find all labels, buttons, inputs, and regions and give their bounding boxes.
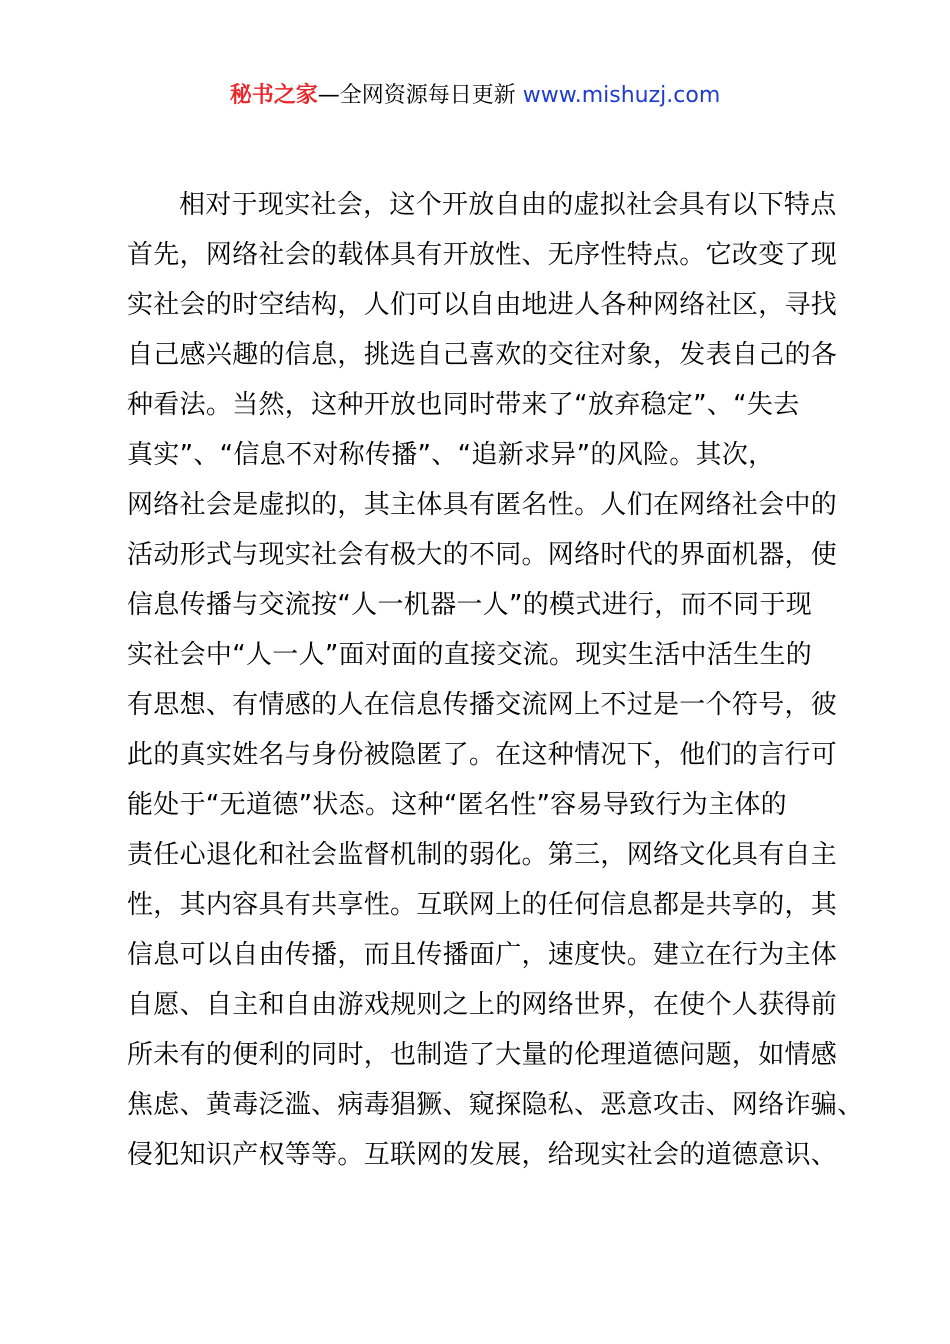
header-tagline: —全网资源每日更新: [317, 83, 516, 108]
paragraph-line: 相对于现实社会，这个开放自由的虚拟社会具有以下特点: [179, 190, 837, 220]
paragraph-line: 能处于“无道德”状态。这种“匿名性”容易导致行为主体的: [127, 790, 787, 820]
paragraph-line: 自己感兴趣的信息，挑选自己喜欢的交往对象，发表自己的各: [127, 340, 838, 370]
paragraph-line: 真实”、“信息不对称传播”、“追新求异”的风险。其次，: [127, 440, 775, 470]
paragraph-line: 性，其内容具有共享性。互联网上的任何信息都是共享的，其: [127, 890, 838, 920]
paragraph-line: 首先，网络社会的载体具有开放性、无序性特点。它改变了现: [127, 240, 838, 270]
site-header: [0, 80, 950, 112]
paragraph-line: 种看法。当然，这种开放也同时带来了“放弃稳定”、“失去: [127, 390, 800, 420]
paragraph-line: 有思想、有情感的人在信息传播交流网上不过是一个符号，彼: [127, 690, 838, 720]
paragraph-line: 活动形式与现实社会有极大的不同。网络时代的界面机器，使: [127, 540, 838, 570]
brand-name: 秘书之家: [229, 83, 318, 108]
site-url-link[interactable]: www.mishuzj.com: [522, 83, 721, 108]
paragraph-line: 所未有的便利的同时，也制造了大量的伦理道德问题，如情感: [127, 1040, 838, 1070]
document-body: [127, 180, 864, 1180]
paragraph-line: 信息传播与交流按“人一机器一人”的模式进行，而不同于现: [127, 590, 813, 620]
paragraph-line: 信息可以自由传播，而且传播面广，速度快。建立在行为主体: [127, 940, 838, 970]
paragraph-line: 实社会的时空结构，人们可以自由地进人各种网络社区，寻找: [127, 290, 838, 320]
paragraph-line: 此的真实姓名与身份被隐匿了。在这种情况下，他们的言行可: [127, 740, 838, 770]
paragraph-line: 实社会中“人一人”面对面的直接交流。现实生活中活生生的: [127, 640, 813, 670]
paragraph-line: 网络社会是虚拟的，其主体具有匿名性。人们在网络社会中的: [127, 490, 838, 520]
paragraph-line: 责任心退化和社会监督机制的弱化。第三，网络文化具有自主: [127, 840, 838, 870]
paragraph-line: 焦虑、黄毒泛滥、病毒猖獗、窥探隐私、恶意攻击、网络诈骗、: [127, 1090, 864, 1120]
paragraph-line: 自愿、自主和自由游戏规则之上的网络世界，在使个人获得前: [127, 990, 838, 1020]
paragraph-line: 侵犯知识产权等等。互联网的发展，给现实社会的道德意识、: [127, 1140, 838, 1170]
